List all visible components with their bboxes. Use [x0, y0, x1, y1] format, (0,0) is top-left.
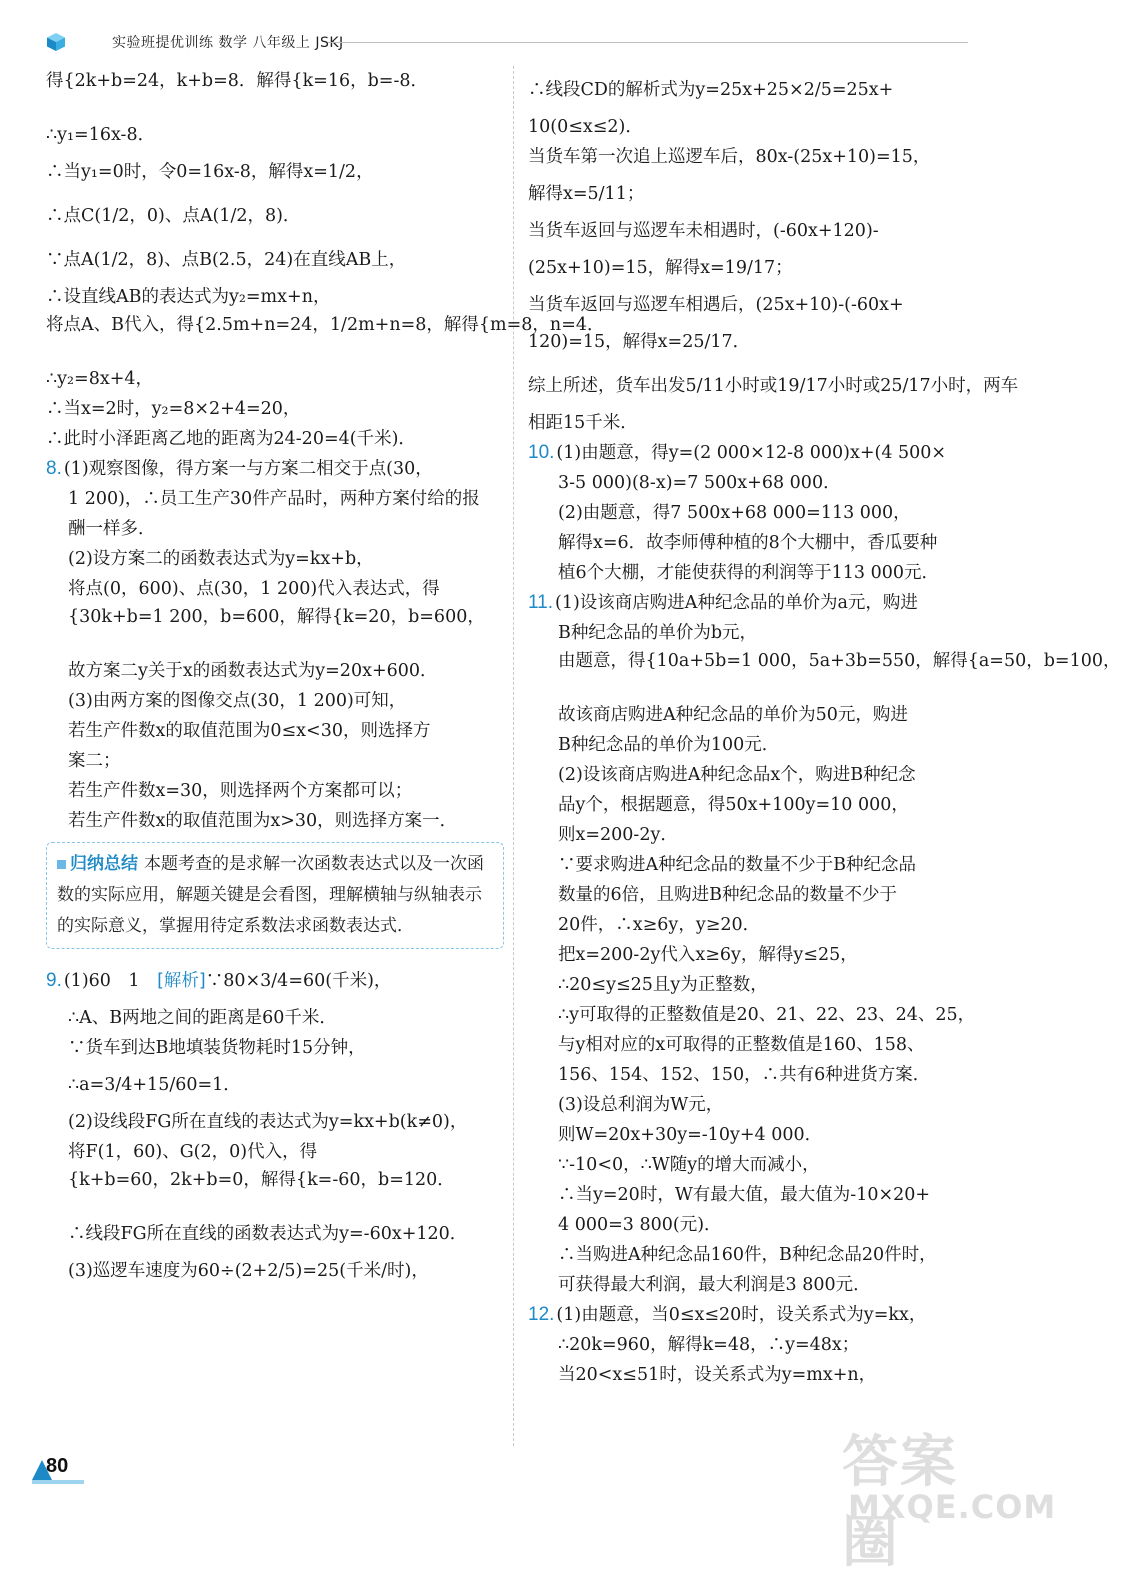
text-line: 由题意，得{10a+5b=1 000，5a+3b=550，解得{a=50，b=100，	[558, 651, 1121, 671]
question-number: 9.	[46, 970, 62, 991]
text-line: {30k+b=1 200，b=600，解得{k=20，b=600，	[68, 607, 485, 627]
text-line: 若生产件数x的取值范围为x>30，则选择方案一．	[68, 811, 458, 831]
text-line: 品y个，根据题意，得50x+100y=10 000，	[558, 795, 909, 815]
text-line: ∴线段CD的解析式为y=25x+25×2/5=25x+	[528, 80, 894, 100]
text-line: (1)观察图像，得方案一与方案二相交于点(30，	[63, 459, 433, 479]
text-line: 20件，∴x≥6y，y≥20．	[558, 915, 761, 935]
text-line: ∵点A(1/2，8)、点B(2.5，24)在直线AB上，	[46, 250, 407, 270]
text-line: ∵80×3/4=60(千米)，	[205, 971, 392, 991]
text-line: 当货车返回与巡逻车相遇后，(25x+10)-(-60x+	[528, 295, 904, 315]
text-line: (1)由题意，当0≤x≤20时，设关系式为y=kx，	[556, 1305, 927, 1325]
text-line: 综上所述，货车出发5/11小时或19/17小时或25/17小时，两车	[528, 376, 1019, 396]
text-line: 酬一样多．	[68, 519, 156, 539]
text-line: 案二；	[68, 751, 121, 771]
summary-text: 本题考查的是求解一次函数表达式以及一次函数的实际应用，解题关键是会看图，理解横轴与纵轴表示的实际意义，掌握用待定系数法求函数表达式．	[57, 854, 484, 936]
summary-box	[46, 842, 504, 949]
book-title: 实验班提优训练 数学 八年级上 JSKJ	[112, 35, 344, 51]
text-line: (2)设该商店购进A种纪念品x个，购进B种纪念	[558, 765, 916, 785]
text-line: 若生产件数x=30，则选择两个方案都可以；	[68, 781, 413, 801]
question-number: 8.	[46, 458, 62, 479]
question-number: 10.	[528, 442, 555, 463]
text-line: 1 200)，∴员工生产30件产品时，两种方案付给的报	[68, 489, 480, 509]
text-line: 156、154、152、150，∴共有6种进货方案．	[558, 1065, 931, 1085]
text-line: 植6个大棚，才能使获得的利润等于113 000元．	[558, 563, 939, 583]
text-line: ∵-10<0，∴W随y的增大而减小，	[558, 1155, 820, 1175]
question-11	[528, 588, 1121, 1300]
text-line: 得{2k+b=24，k+b=8．解得{k=16，b=-8．	[46, 71, 429, 91]
site-watermark	[842, 1418, 1057, 1575]
text-line: (3)设总利润为W元，	[558, 1095, 724, 1115]
text-line: ∴点C(1/2，0)、点A(1/2，8)．	[46, 206, 301, 226]
text-line: ∴20k=960，解得k=48，∴y=48x；	[558, 1335, 860, 1355]
question-8	[46, 454, 504, 836]
text-line: 120)=15，解得x=25/17．	[528, 332, 751, 352]
question-12	[528, 1300, 978, 1390]
text-line: ∴y₂=8x+4，	[46, 369, 153, 389]
text-line: ∴20≤y≤25且y为正整数，	[558, 975, 768, 995]
text-line: (2)由题意，得7 500x+68 000=113 000，	[558, 503, 911, 523]
text-line: 与y相对应的x可取得的正整数值是160、158、	[558, 1035, 925, 1055]
text-line: 把x=200-2y代入x≥6y，解得y≤25，	[558, 945, 858, 965]
text-line: (2)设线段FG所在直线的表达式为y=kx+b(k≠0)，	[68, 1112, 468, 1132]
text-line: 则x=200-2y．	[558, 825, 678, 845]
text-line: (1)由题意，得y=(2 000×12-8 000)x+(4 500×	[556, 443, 947, 463]
text-line: 可获得最大利润，最大利润是3 800元．	[558, 1275, 871, 1295]
text-line: ∴线段FG所在直线的函数表达式为y=-60x+120．	[68, 1224, 468, 1244]
text-line: 故方案二y关于x的函数表达式为y=20x+600．	[68, 661, 438, 681]
text-line: ∴A、B两地之间的距离是60千米．	[68, 1008, 337, 1028]
text-line: 将点(0，600)、点(30，1 200)代入表达式，得	[68, 579, 440, 599]
cube-logo-icon	[46, 32, 66, 52]
text-line: ∵货车到达B地填装货物耗时15分钟，	[68, 1038, 366, 1058]
text-line: 4 000=3 800(元)．	[558, 1215, 722, 1235]
text-line: ∴y可取得的正整数值是20、21、22、23、24、25，	[558, 1005, 976, 1025]
text-line: (2)设方案二的函数表达式为y=kx+b，	[68, 549, 374, 569]
text-line: ∴当y₁=0时，令0=16x-8，解得x=1/2，	[46, 162, 374, 182]
summary-bullet-icon	[57, 860, 66, 869]
text-line: (3)由两方案的图像交点(30，1 200)可知，	[68, 691, 407, 711]
page-number: 80	[46, 1455, 69, 1477]
answer-text: (1)60 1	[63, 971, 158, 991]
text-line: 当货车第一次追上巡逻车后，80x-(25x+10)=15，	[528, 147, 931, 167]
page-header	[28, 28, 978, 56]
text-line: 解得x=5/11；	[528, 184, 645, 204]
text-line: ∴当x=2时，y₂=8×2+4=20，	[46, 399, 301, 419]
question-10	[528, 438, 978, 588]
question-9	[46, 959, 504, 1293]
text-line: ∴当y=20时，W有最大值，最大值为-10×20+	[558, 1185, 931, 1205]
text-line: (3)巡逻车速度为60÷(2+2/5)=25(千米/时)，	[68, 1261, 429, 1281]
question-number: 11.	[528, 592, 554, 613]
text-line: 当货车返回与巡逻车未相遇时，(-60x+120)-	[528, 221, 879, 241]
header-rule	[328, 42, 968, 43]
text-line: 10(0≤x≤2)．	[528, 117, 643, 137]
text-line: 则W=20x+30y=-10y+4 000．	[558, 1125, 823, 1145]
text-line: 3-5 000)(8-x)=7 500x+68 000．	[558, 473, 841, 493]
text-line: 解得x=6．故李师傅种植的8个大棚中，香瓜要种	[558, 533, 938, 553]
text-line: ∴设直线AB的表达式为y₂=mx+n，	[46, 287, 331, 307]
text-line: ∴y₁=16x-8．	[46, 125, 156, 145]
text-line: ∴此时小泽距离乙地的距离为24-20=4(千米)．	[46, 429, 416, 449]
summary-tag: 归纳总结	[70, 854, 138, 874]
question-number: 12.	[528, 1304, 555, 1325]
text-line: 当20<x≤51时，设关系式为y=mx+n，	[558, 1365, 877, 1385]
text-line: ∴当购进A种纪念品160件，B种纪念品20件时，	[558, 1245, 937, 1265]
text-line: 故该商店购进A种纪念品的单价为50元，购进	[558, 705, 908, 725]
watermark-logo: 答案圈	[842, 1430, 958, 1575]
text-line: ∴a=3/4+15/60=1．	[68, 1075, 241, 1095]
text-line: ∵要求购进A种纪念品的数量不少于B种纪念品	[558, 855, 916, 875]
text-line: B种纪念品的单价为100元．	[558, 735, 780, 755]
text-line: 若生产件数x的取值范围为0≤x<30，则选择方	[68, 721, 431, 741]
column-divider	[513, 66, 514, 1446]
watermark-url: MXQE.COM	[848, 1488, 1057, 1526]
text-line: {k+b=60，2k+b=0，解得{k=-60，b=120．	[68, 1170, 455, 1190]
text-line: 相距15千米．	[528, 413, 638, 433]
text-line: B种纪念品的单价为b元，	[558, 623, 758, 643]
text-line: 将F(1，60)、G(2，0)代入，得	[68, 1142, 318, 1162]
text-line: (1)设该商店购进A种纪念品的单价为a元，购进	[555, 593, 918, 613]
right-column	[528, 68, 1121, 1390]
text-line: 将点A、B代入，得{2.5m+n=24，1/2m+n=8，解得{m=8，n=4．	[46, 315, 605, 335]
text-line: (25x+10)=15，解得x=19/17；	[528, 258, 793, 278]
text-line: 数量的6倍，且购进B种纪念品的数量不少于	[558, 885, 897, 905]
analysis-tag: [解析]	[157, 971, 206, 991]
